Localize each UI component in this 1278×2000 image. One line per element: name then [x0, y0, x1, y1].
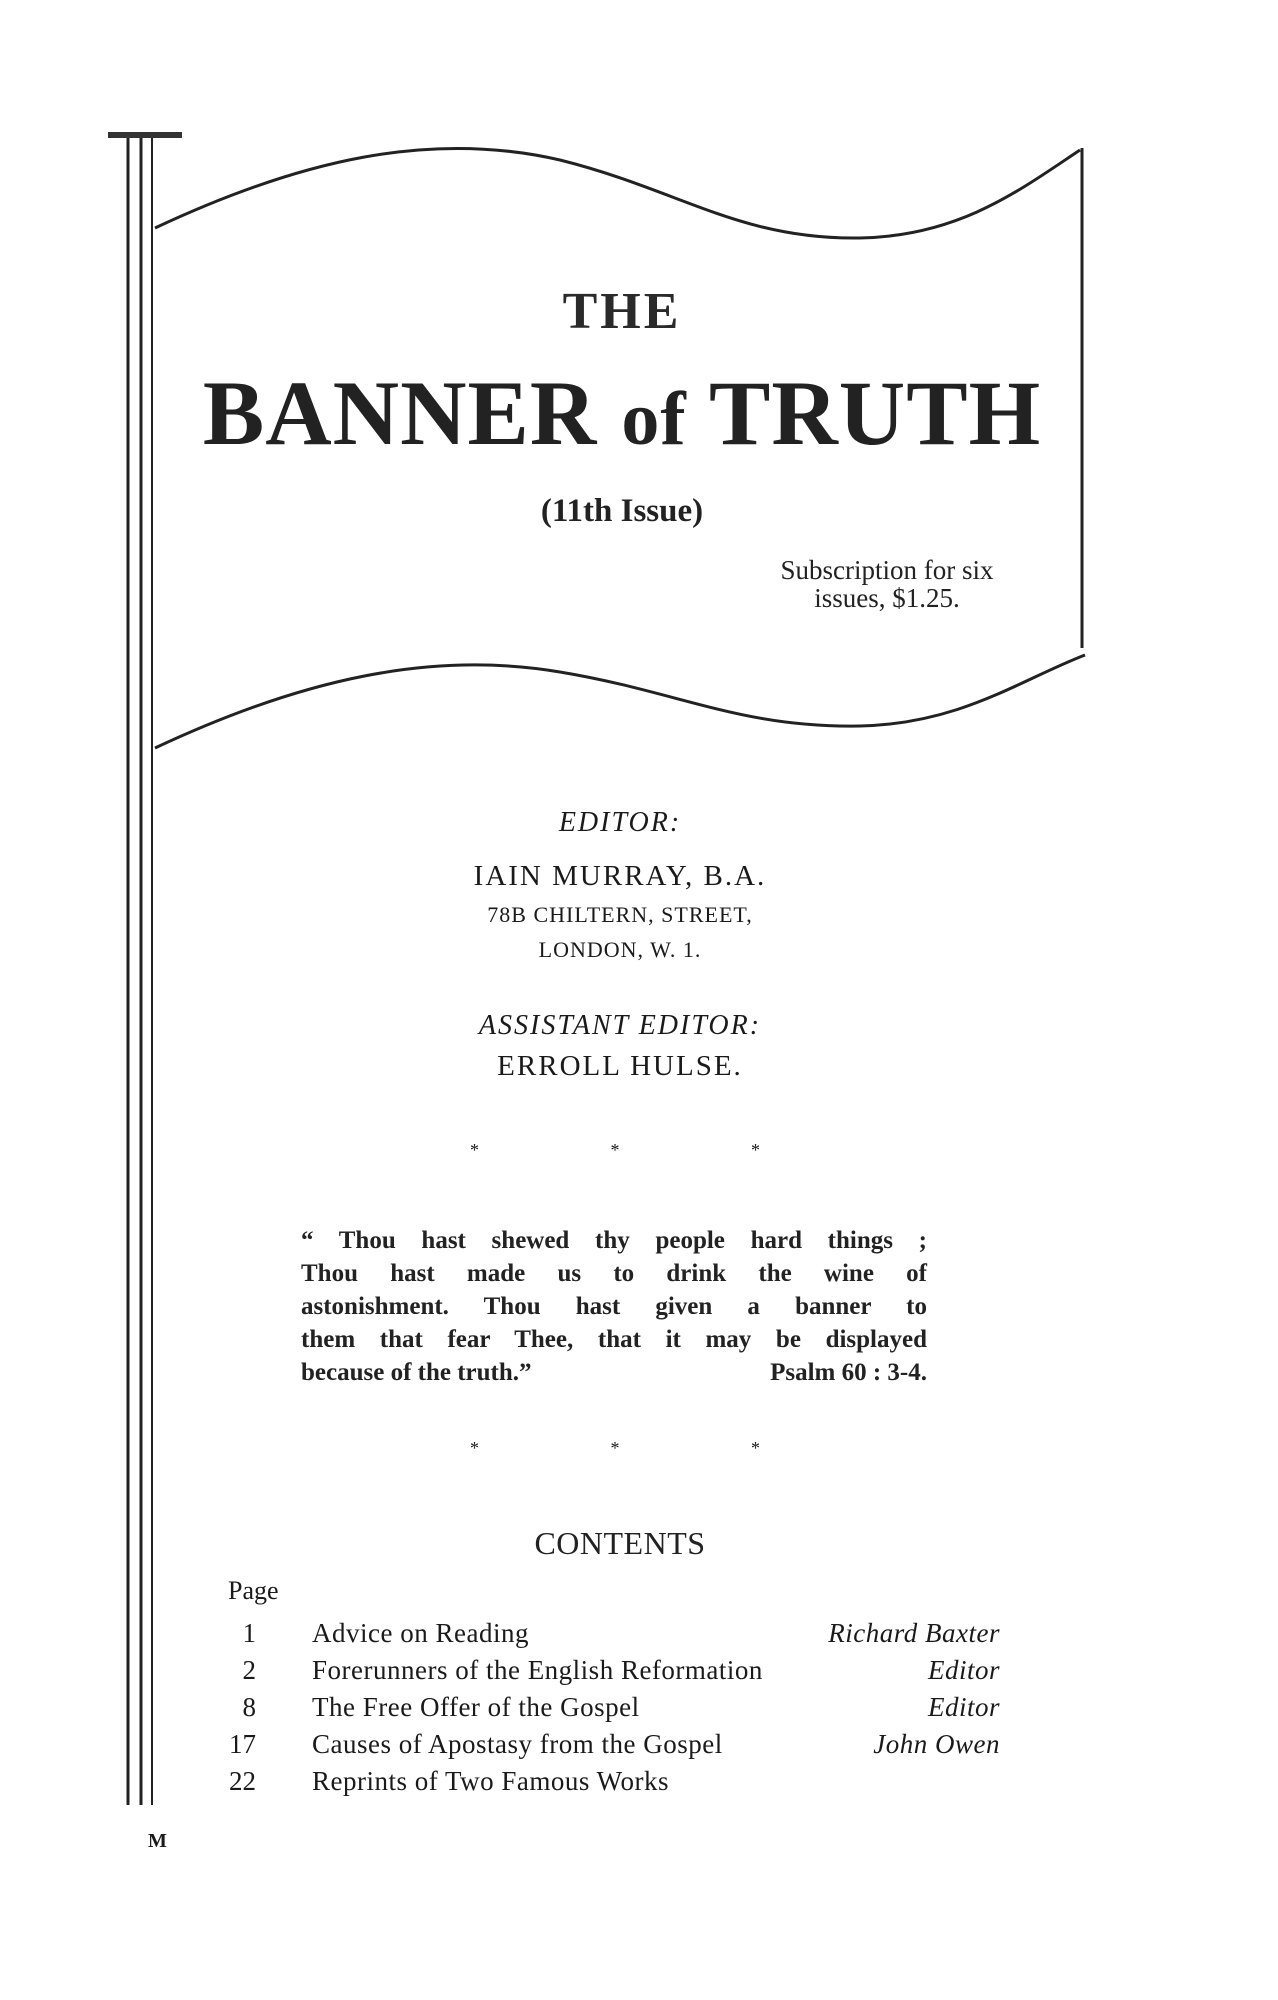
- scripture-quote: [301, 1224, 927, 1389]
- contents-heading: CONTENTS: [534, 1525, 706, 1561]
- quote-line-4: them that fear Thee, that it may be displayed: [301, 1326, 927, 1353]
- quote-reference: Psalm 60 : 3-4.: [770, 1359, 927, 1386]
- separator-star: *: [751, 1438, 760, 1458]
- masthead-title-of: of: [621, 377, 687, 461]
- quote-last-row: [301, 1356, 927, 1389]
- editor-name: IAIN MURRAY, B.A.: [473, 860, 767, 892]
- subscription-note: [752, 556, 1022, 612]
- toc-author: Richard Baxter: [828, 1618, 1000, 1648]
- quote-line-2: Thou hast made us to drink the wine of: [301, 1260, 927, 1287]
- toc-page-number: 8: [242, 1692, 256, 1722]
- quote-line-1: “ Thou hast shewed thy people hard things ;: [301, 1227, 927, 1254]
- toc-page-number: 1: [242, 1618, 256, 1648]
- separator-star: *: [610, 1140, 620, 1160]
- issue-number: (11th Issue): [540, 493, 704, 529]
- toc-row: [200, 1655, 1000, 1691]
- toc-row: [200, 1729, 1000, 1765]
- toc-title: Reprints of Two Famous Works: [312, 1766, 669, 1796]
- separator-stars-top: [470, 1140, 760, 1161]
- toc-title: The Free Offer of the Gospel: [312, 1692, 640, 1722]
- quote-line-3: astonishment. Thou hast given a banner to: [301, 1293, 927, 1320]
- subscription-line-2: issues, $1.25.: [814, 583, 960, 613]
- flag-bottom-edge: [155, 655, 1085, 748]
- masthead-the: THE: [562, 283, 682, 340]
- toc-author: John Owen: [873, 1729, 1000, 1759]
- toc-page-number: 2: [242, 1655, 256, 1685]
- quote-line-5: because of the truth.”: [301, 1359, 532, 1386]
- separator-star: *: [751, 1140, 760, 1160]
- toc-author: Editor: [927, 1655, 1000, 1685]
- flag-top-edge: [155, 148, 1080, 238]
- toc-row: [200, 1618, 1000, 1654]
- toc-row: [200, 1766, 1000, 1802]
- masthead-title: [180, 360, 1064, 466]
- toc-author: Editor: [927, 1692, 1000, 1722]
- assistant-editor-label: ASSISTANT EDITOR:: [478, 1010, 762, 1041]
- toc-row: [200, 1692, 1000, 1728]
- toc-title: Causes of Apostasy from the Gospel: [312, 1729, 723, 1759]
- toc-page-number: 17: [229, 1729, 256, 1759]
- signature-mark: M: [148, 1830, 167, 1852]
- page-column-label: Page: [228, 1576, 279, 1605]
- separator-star: *: [610, 1438, 620, 1458]
- editor-label: EDITOR:: [558, 807, 682, 838]
- pole-cap: [108, 132, 182, 138]
- toc-title: Forerunners of the English Reformation: [312, 1655, 763, 1685]
- toc-page-number: 22: [229, 1766, 256, 1796]
- assistant-editor-name: ERROLL HULSE.: [497, 1050, 743, 1082]
- separator-star: *: [470, 1438, 479, 1458]
- separator-star: *: [470, 1140, 479, 1160]
- editor-address-line-1: 78B CHILTERN, STREET,: [487, 902, 753, 927]
- masthead-title-word-1: BANNER: [202, 362, 598, 464]
- separator-stars-bottom: [470, 1438, 760, 1459]
- editor-address-line-2: LONDON, W. 1.: [538, 937, 702, 962]
- masthead-title-word-2: TRUTH: [708, 362, 1042, 464]
- toc-title: Advice on Reading: [312, 1618, 529, 1648]
- subscription-line-1: Subscription for six: [780, 555, 994, 585]
